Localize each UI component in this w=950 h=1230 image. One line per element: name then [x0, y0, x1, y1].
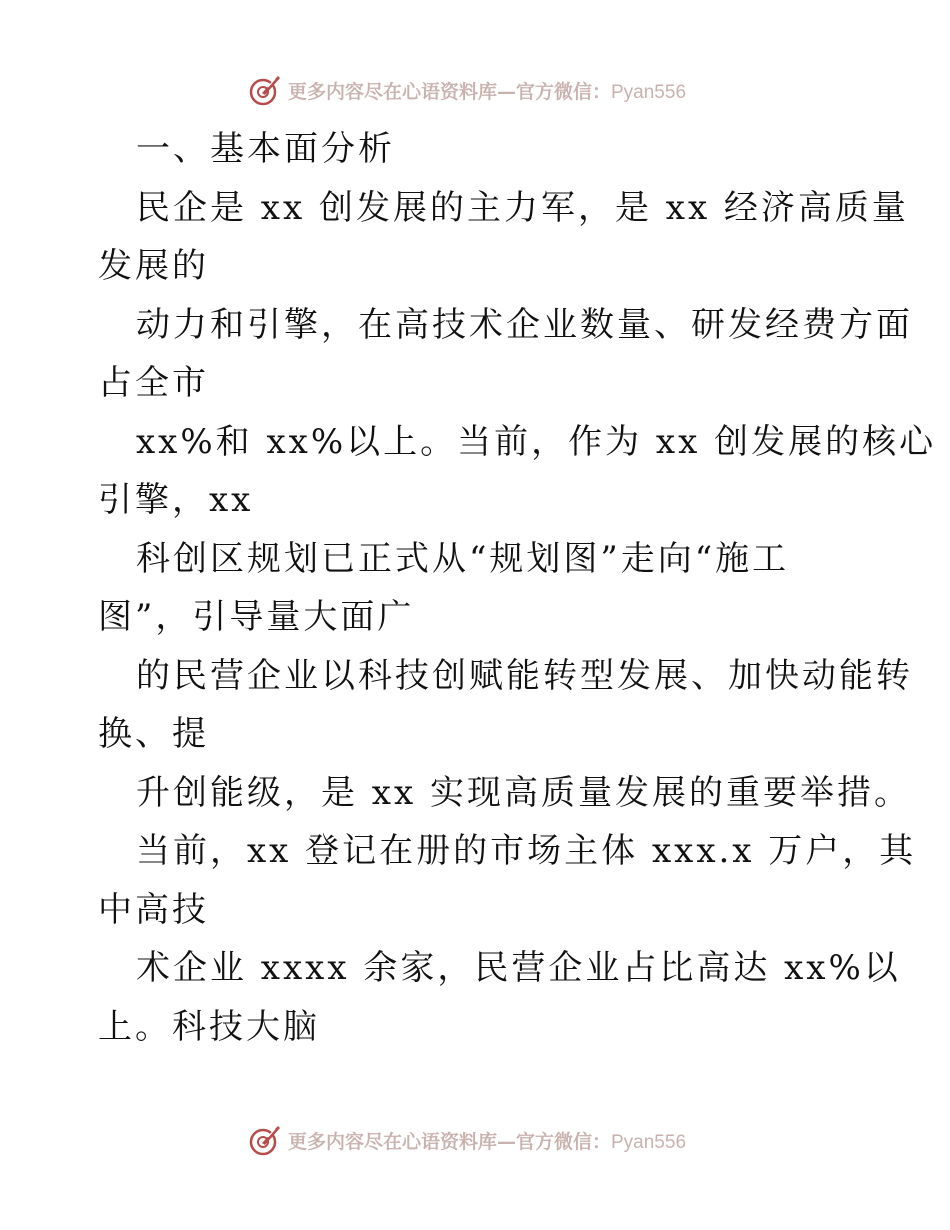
text-line: 当前，xx 登记在册的市场主体 xxx.x 万户，其 — [136, 831, 917, 871]
watermark-text: 更多内容尽在心语资料库—官方微信： — [287, 80, 611, 103]
text-line: 中高技 — [98, 889, 209, 930]
text-line: 术企业 xxxx 余家，民营企业占比高达 xx%以 — [136, 948, 901, 988]
text-line: 科创区规划已正式从“规划图”走向“施工 — [136, 538, 790, 579]
text-line: xx%和 xx%以上。当前，作为 xx 创发展的核心 — [136, 421, 937, 462]
text-line: 民企是 xx 创发展的主力军，是 xx 经济高质量 — [136, 187, 909, 228]
text-line: 图”，引导量大面广 — [98, 597, 415, 637]
text-line: 上。科技大脑 — [98, 1006, 320, 1047]
text-line: 发展的 — [98, 246, 209, 286]
text-line: 一、基本面分析 — [136, 129, 395, 169]
document-body — [98, 120, 937, 1056]
text-line: 引擎，xx — [98, 480, 254, 520]
text-line: 占全市 — [98, 363, 209, 403]
text-line: 换、提 — [98, 714, 209, 754]
watermark-wechat-id: Pyan556 — [611, 81, 687, 103]
quill-logo-icon — [248, 1123, 282, 1157]
text-line: 动力和引擎，在高技术企业数量、研发经费方面 — [136, 304, 913, 345]
text-line: 的民营企业以科技创赋能转型发展、加快动能转 — [136, 655, 913, 696]
footer-watermark — [0, 1120, 950, 1160]
watermark-wechat-id: Pyan556 — [611, 1131, 687, 1153]
header-watermark — [0, 70, 950, 110]
text-line: 升创能级，是 xx 实现高质量发展的重要举措。 — [136, 772, 911, 813]
quill-logo-icon — [248, 73, 282, 107]
watermark-text: 更多内容尽在心语资料库—官方微信： — [287, 1130, 611, 1153]
